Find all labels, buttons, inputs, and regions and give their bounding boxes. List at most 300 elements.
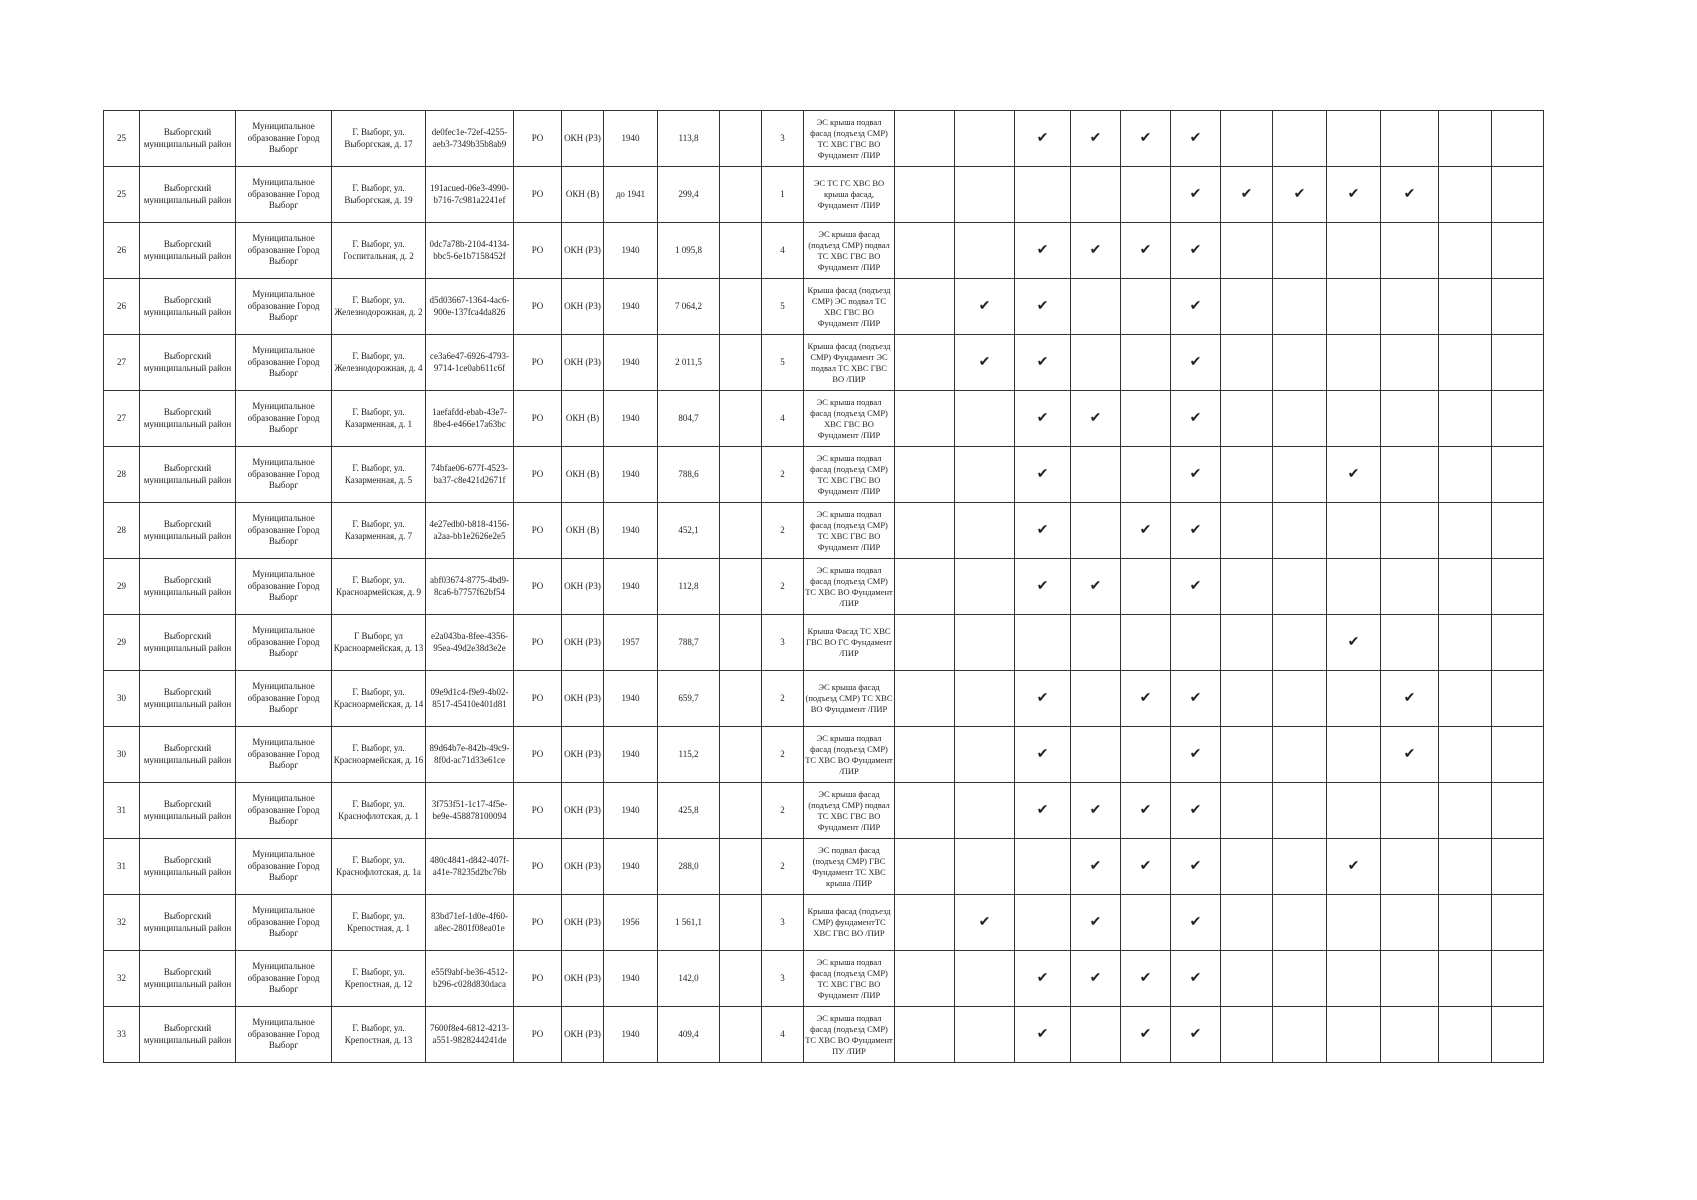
house-guid-cell: 09e9d1c4-f9e9-4b02-8517-45410e401d81 bbox=[426, 671, 514, 727]
work-check-cell bbox=[955, 167, 1015, 223]
municipality-cell: Муниципальное образование Город Выборг bbox=[236, 895, 332, 951]
work-check-cell bbox=[1439, 335, 1492, 391]
work-check-cell bbox=[1273, 167, 1327, 223]
work-check-cell bbox=[1273, 671, 1327, 727]
work-check-cell bbox=[1171, 783, 1221, 839]
house-guid-cell: 7600f8e4-6812-4213-a551-9828244241de bbox=[426, 1007, 514, 1063]
work-check-cell bbox=[1273, 391, 1327, 447]
heritage-status-cell: ОКН (РЗ) bbox=[562, 895, 604, 951]
work-check-cell bbox=[1171, 335, 1221, 391]
check-mark-icon: ✔ bbox=[1189, 522, 1202, 538]
work-check-cell bbox=[1071, 167, 1121, 223]
municipality-cell: Муниципальное образование Город Выборг bbox=[236, 783, 332, 839]
empty-cell bbox=[895, 951, 955, 1007]
work-check-cell bbox=[1015, 111, 1071, 167]
work-check-cell bbox=[1171, 223, 1221, 279]
work-check-cell bbox=[1221, 615, 1273, 671]
district-cell: Выборгский муниципальный район bbox=[140, 503, 236, 559]
work-check-cell bbox=[1492, 895, 1544, 951]
work-check-cell bbox=[1121, 223, 1171, 279]
work-check-cell bbox=[1121, 111, 1171, 167]
fund-type-cell: РО bbox=[514, 559, 562, 615]
empty-cell bbox=[720, 335, 762, 391]
table-row bbox=[104, 671, 1592, 727]
work-check-cell bbox=[1273, 111, 1327, 167]
work-check-cell bbox=[1221, 167, 1273, 223]
work-check-cell bbox=[1071, 447, 1121, 503]
work-check-cell bbox=[955, 727, 1015, 783]
check-mark-icon: ✔ bbox=[1347, 466, 1360, 482]
build-year-cell: 1940 bbox=[604, 1007, 658, 1063]
house-guid-cell: 89d64b7e-842b-49c9-8f0d-ac71d33e61ce bbox=[426, 727, 514, 783]
heritage-status-cell: ОКН (РЗ) bbox=[562, 951, 604, 1007]
table-row bbox=[104, 223, 1592, 279]
work-check-cell bbox=[1221, 335, 1273, 391]
house-guid-cell: 1aefafdd-ebab-43e7-8be4-e466e17a63bc bbox=[426, 391, 514, 447]
table-row bbox=[104, 783, 1592, 839]
fund-type-cell: РО bbox=[514, 503, 562, 559]
empty-cell bbox=[895, 167, 955, 223]
work-check-cell bbox=[1381, 895, 1439, 951]
work-check-cell bbox=[1015, 727, 1071, 783]
work-check-cell bbox=[1071, 111, 1121, 167]
house-guid-cell: 74bfae06-677f-4523-ba37-c8e421d2671f bbox=[426, 447, 514, 503]
table-row bbox=[104, 727, 1592, 783]
work-check-cell bbox=[1439, 167, 1492, 223]
table-row bbox=[104, 167, 1592, 223]
area-cell: 2 011,5 bbox=[658, 335, 720, 391]
work-check-cell bbox=[1492, 783, 1544, 839]
build-year-cell: до 1941 bbox=[604, 167, 658, 223]
work-check-cell bbox=[1439, 951, 1492, 1007]
check-mark-icon: ✔ bbox=[1189, 466, 1202, 482]
works-list-cell: ЭС крыша подвал фасад (подъезд СМР) ТС ХВС ГВС ВО Фундамент /ПИР bbox=[804, 111, 895, 167]
work-check-cell bbox=[1273, 1007, 1327, 1063]
build-year-cell: 1940 bbox=[604, 839, 658, 895]
address-cell: Г. Выборг, ул. Красноармейская, д. 16 bbox=[332, 727, 426, 783]
work-check-cell bbox=[1121, 167, 1171, 223]
empty-cell bbox=[895, 1007, 955, 1063]
fund-type-cell: РО bbox=[514, 671, 562, 727]
check-mark-icon: ✔ bbox=[1189, 690, 1202, 706]
work-check-cell bbox=[1121, 615, 1171, 671]
work-check-cell bbox=[1015, 615, 1071, 671]
area-cell: 299,4 bbox=[658, 167, 720, 223]
work-check-cell bbox=[1273, 559, 1327, 615]
work-check-cell bbox=[1381, 671, 1439, 727]
work-check-cell bbox=[1439, 391, 1492, 447]
row-number-cell: 29 bbox=[104, 615, 140, 671]
work-check-cell bbox=[1171, 391, 1221, 447]
check-mark-icon: ✔ bbox=[1036, 298, 1049, 314]
work-check-cell bbox=[1221, 111, 1273, 167]
work-check-cell bbox=[1071, 1007, 1121, 1063]
empty-cell bbox=[720, 615, 762, 671]
empty-cell bbox=[895, 895, 955, 951]
heritage-status-cell: ОКН (РЗ) bbox=[562, 615, 604, 671]
district-cell: Выборгский муниципальный район bbox=[140, 727, 236, 783]
table-row bbox=[104, 503, 1592, 559]
check-mark-icon: ✔ bbox=[1036, 746, 1049, 762]
fund-type-cell: РО bbox=[514, 391, 562, 447]
house-guid-cell: abf03674-8775-4bd9-8ca6-b7757f62bf54 bbox=[426, 559, 514, 615]
address-cell: Г. Выборг, ул. Железнодорожная, д. 4 bbox=[332, 335, 426, 391]
address-cell: Г. Выборг, ул. Выборгская, д. 19 bbox=[332, 167, 426, 223]
work-check-cell bbox=[1439, 895, 1492, 951]
works-list-cell: ЭС крыша подвал фасад (подъезд СМР) ХВС ГВС ВО Фундамент /ПИР bbox=[804, 391, 895, 447]
work-check-cell bbox=[1015, 167, 1071, 223]
work-check-cell bbox=[1439, 447, 1492, 503]
floors-cell: 4 bbox=[762, 1007, 804, 1063]
row-number-cell: 31 bbox=[104, 783, 140, 839]
work-check-cell bbox=[1121, 839, 1171, 895]
area-cell: 452,1 bbox=[658, 503, 720, 559]
work-check-cell bbox=[1492, 671, 1544, 727]
house-guid-cell: 83bd71ef-1d0e-4f60-a8ec-2801f08ea01e bbox=[426, 895, 514, 951]
empty-cell bbox=[895, 783, 955, 839]
work-check-cell bbox=[1071, 783, 1121, 839]
check-mark-icon: ✔ bbox=[978, 914, 991, 930]
work-check-cell bbox=[955, 335, 1015, 391]
check-mark-icon: ✔ bbox=[1089, 410, 1102, 426]
empty-cell bbox=[895, 503, 955, 559]
district-cell: Выборгский муниципальный район bbox=[140, 335, 236, 391]
work-check-cell bbox=[1071, 279, 1121, 335]
empty-cell bbox=[720, 391, 762, 447]
address-cell: Г Выборг, ул Красноармейская, д. 13 bbox=[332, 615, 426, 671]
work-check-cell bbox=[1015, 783, 1071, 839]
heritage-status-cell: ОКН (РЗ) bbox=[562, 1007, 604, 1063]
heritage-status-cell: ОКН (В) bbox=[562, 167, 604, 223]
heritage-status-cell: ОКН (РЗ) bbox=[562, 671, 604, 727]
check-mark-icon: ✔ bbox=[1403, 690, 1416, 706]
table-row bbox=[104, 951, 1592, 1007]
work-check-cell bbox=[1273, 895, 1327, 951]
build-year-cell: 1956 bbox=[604, 895, 658, 951]
district-cell: Выборгский муниципальный район bbox=[140, 839, 236, 895]
row-number-cell: 26 bbox=[104, 223, 140, 279]
floors-cell: 2 bbox=[762, 671, 804, 727]
check-mark-icon: ✔ bbox=[1036, 522, 1049, 538]
empty-cell bbox=[895, 727, 955, 783]
work-check-cell bbox=[1071, 335, 1121, 391]
address-cell: Г. Выборг, ул. Крепостная, д. 1 bbox=[332, 895, 426, 951]
work-check-cell bbox=[1015, 839, 1071, 895]
work-check-cell bbox=[1492, 223, 1544, 279]
row-number-cell: 28 bbox=[104, 503, 140, 559]
check-mark-icon: ✔ bbox=[1189, 746, 1202, 762]
empty-cell bbox=[720, 839, 762, 895]
work-check-cell bbox=[1327, 727, 1381, 783]
build-year-cell: 1940 bbox=[604, 391, 658, 447]
work-check-cell bbox=[1327, 615, 1381, 671]
house-guid-cell: ce3a6e47-6926-4793-9714-1ce0ab611c6f bbox=[426, 335, 514, 391]
area-cell: 142,0 bbox=[658, 951, 720, 1007]
municipality-cell: Муниципальное образование Город Выборг bbox=[236, 615, 332, 671]
work-check-cell bbox=[1492, 391, 1544, 447]
fund-type-cell: РО bbox=[514, 279, 562, 335]
check-mark-icon: ✔ bbox=[978, 298, 991, 314]
work-check-cell bbox=[1381, 111, 1439, 167]
check-mark-icon: ✔ bbox=[1036, 1026, 1049, 1042]
work-check-cell bbox=[1221, 447, 1273, 503]
check-mark-icon: ✔ bbox=[1036, 970, 1049, 986]
work-check-cell bbox=[1221, 559, 1273, 615]
table-row bbox=[104, 391, 1592, 447]
empty-cell bbox=[720, 895, 762, 951]
heritage-status-cell: ОКН (РЗ) bbox=[562, 839, 604, 895]
build-year-cell: 1940 bbox=[604, 727, 658, 783]
address-cell: Г. Выборг, ул. Крепостная, д. 12 bbox=[332, 951, 426, 1007]
work-check-cell bbox=[1381, 559, 1439, 615]
work-check-cell bbox=[1381, 447, 1439, 503]
work-check-cell bbox=[1221, 839, 1273, 895]
work-check-cell bbox=[1381, 783, 1439, 839]
fund-type-cell: РО bbox=[514, 1007, 562, 1063]
area-cell: 425,8 bbox=[658, 783, 720, 839]
work-check-cell bbox=[1492, 503, 1544, 559]
floors-cell: 3 bbox=[762, 895, 804, 951]
fund-type-cell: РО bbox=[514, 223, 562, 279]
district-cell: Выборгский муниципальный район bbox=[140, 167, 236, 223]
check-mark-icon: ✔ bbox=[1089, 130, 1102, 146]
address-cell: Г. Выборг, ул. Казарменная, д. 7 bbox=[332, 503, 426, 559]
works-list-cell: ЭС крыша подвал фасад (подъезд СМР) ТС ХВС ВО Фундамент /ПИР bbox=[804, 727, 895, 783]
area-cell: 113,8 bbox=[658, 111, 720, 167]
check-mark-icon: ✔ bbox=[1139, 130, 1152, 146]
address-cell: Г. Выборг, ул. Железнодорожная, д. 2 bbox=[332, 279, 426, 335]
empty-cell bbox=[895, 839, 955, 895]
work-check-cell bbox=[1439, 727, 1492, 783]
work-check-cell bbox=[1273, 279, 1327, 335]
work-check-cell bbox=[1273, 839, 1327, 895]
row-number-cell: 33 bbox=[104, 1007, 140, 1063]
work-check-cell bbox=[1071, 615, 1121, 671]
work-check-cell bbox=[1171, 1007, 1221, 1063]
work-check-cell bbox=[1171, 839, 1221, 895]
build-year-cell: 1940 bbox=[604, 111, 658, 167]
build-year-cell: 1957 bbox=[604, 615, 658, 671]
row-number-cell: 26 bbox=[104, 279, 140, 335]
municipality-cell: Муниципальное образование Город Выборг bbox=[236, 167, 332, 223]
work-check-cell bbox=[1439, 111, 1492, 167]
check-mark-icon: ✔ bbox=[1036, 130, 1049, 146]
empty-cell bbox=[895, 111, 955, 167]
check-mark-icon: ✔ bbox=[1189, 186, 1202, 202]
work-check-cell bbox=[1327, 559, 1381, 615]
district-cell: Выборгский муниципальный район bbox=[140, 895, 236, 951]
build-year-cell: 1940 bbox=[604, 223, 658, 279]
work-check-cell bbox=[1273, 503, 1327, 559]
work-check-cell bbox=[1221, 951, 1273, 1007]
table-row bbox=[104, 111, 1592, 167]
work-check-cell bbox=[1327, 951, 1381, 1007]
works-list-cell: ЭС крыша подвал фасад (подъезд СМР) ТС ХВС ВО Фундамент ПУ /ПИР bbox=[804, 1007, 895, 1063]
district-cell: Выборгский муниципальный район bbox=[140, 559, 236, 615]
work-check-cell bbox=[1381, 1007, 1439, 1063]
house-guid-cell: d5d03667-1364-4ac6-900e-137fca4da826 bbox=[426, 279, 514, 335]
work-check-cell bbox=[1327, 447, 1381, 503]
floors-cell: 5 bbox=[762, 279, 804, 335]
works-list-cell: ЭС крыша фасад (подъезд СМР) ТС ХВС ВО Фундамент /ПИР bbox=[804, 671, 895, 727]
work-check-cell bbox=[1327, 895, 1381, 951]
floors-cell: 3 bbox=[762, 111, 804, 167]
empty-cell bbox=[720, 951, 762, 1007]
row-number-cell: 25 bbox=[104, 111, 140, 167]
area-cell: 788,6 bbox=[658, 447, 720, 503]
check-mark-icon: ✔ bbox=[1189, 1026, 1202, 1042]
work-check-cell bbox=[955, 1007, 1015, 1063]
work-check-cell bbox=[1071, 951, 1121, 1007]
empty-cell bbox=[895, 335, 955, 391]
work-check-cell bbox=[1121, 727, 1171, 783]
empty-cell bbox=[720, 671, 762, 727]
check-mark-icon: ✔ bbox=[1036, 578, 1049, 594]
work-check-cell bbox=[1381, 223, 1439, 279]
work-check-cell bbox=[1327, 839, 1381, 895]
work-check-cell bbox=[1273, 727, 1327, 783]
work-check-cell bbox=[1492, 335, 1544, 391]
empty-cell bbox=[895, 279, 955, 335]
fund-type-cell: РО bbox=[514, 727, 562, 783]
work-check-cell bbox=[1492, 111, 1544, 167]
table-body bbox=[104, 111, 1592, 1063]
district-cell: Выборгский муниципальный район bbox=[140, 279, 236, 335]
work-check-cell bbox=[1273, 783, 1327, 839]
empty-cell bbox=[720, 167, 762, 223]
address-cell: Г. Выборг, ул. Крепостная, д. 13 bbox=[332, 1007, 426, 1063]
check-mark-icon: ✔ bbox=[1347, 634, 1360, 650]
municipality-cell: Муниципальное образование Город Выборг bbox=[236, 335, 332, 391]
work-check-cell bbox=[1015, 1007, 1071, 1063]
heritage-status-cell: ОКН (РЗ) bbox=[562, 559, 604, 615]
municipality-cell: Муниципальное образование Город Выборг bbox=[236, 671, 332, 727]
fund-type-cell: РО bbox=[514, 951, 562, 1007]
floors-cell: 2 bbox=[762, 839, 804, 895]
check-mark-icon: ✔ bbox=[1036, 466, 1049, 482]
work-check-cell bbox=[955, 391, 1015, 447]
work-check-cell bbox=[1492, 615, 1544, 671]
row-number-cell: 27 bbox=[104, 391, 140, 447]
table-row bbox=[104, 1007, 1592, 1063]
municipality-cell: Муниципальное образование Город Выборг bbox=[236, 727, 332, 783]
works-list-cell: ЭС крыша подвал фасад (подъезд СМР) ТС ХВС ГВС ВО Фундамент /ПИР bbox=[804, 447, 895, 503]
heritage-status-cell: ОКН (РЗ) bbox=[562, 335, 604, 391]
empty-cell bbox=[720, 111, 762, 167]
work-check-cell bbox=[1381, 335, 1439, 391]
work-check-cell bbox=[1327, 335, 1381, 391]
table-row bbox=[104, 335, 1592, 391]
check-mark-icon: ✔ bbox=[1189, 578, 1202, 594]
check-mark-icon: ✔ bbox=[1139, 858, 1152, 874]
work-check-cell bbox=[1327, 223, 1381, 279]
work-check-cell bbox=[1015, 895, 1071, 951]
house-guid-cell: 480c4841-d842-407f-a41e-78235d2bc76b bbox=[426, 839, 514, 895]
house-guid-cell: e55f9abf-be36-4512-b296-c028d830daca bbox=[426, 951, 514, 1007]
table-row bbox=[104, 839, 1592, 895]
address-cell: Г. Выборг, ул. Красноармейская, д. 9 bbox=[332, 559, 426, 615]
area-cell: 1 095,8 bbox=[658, 223, 720, 279]
empty-cell bbox=[720, 559, 762, 615]
check-mark-icon: ✔ bbox=[1189, 802, 1202, 818]
municipality-cell: Муниципальное образование Город Выборг bbox=[236, 391, 332, 447]
work-check-cell bbox=[1015, 391, 1071, 447]
work-check-cell bbox=[955, 559, 1015, 615]
floors-cell: 2 bbox=[762, 503, 804, 559]
table-row bbox=[104, 559, 1592, 615]
work-check-cell bbox=[955, 839, 1015, 895]
work-check-cell bbox=[1015, 671, 1071, 727]
check-mark-icon: ✔ bbox=[1189, 298, 1202, 314]
work-check-cell bbox=[955, 223, 1015, 279]
house-guid-cell: 3f753f51-1c17-4f5e-be9e-458878100094 bbox=[426, 783, 514, 839]
table-row bbox=[104, 279, 1592, 335]
work-check-cell bbox=[1327, 1007, 1381, 1063]
check-mark-icon: ✔ bbox=[1139, 690, 1152, 706]
area-cell: 409,4 bbox=[658, 1007, 720, 1063]
work-check-cell bbox=[1492, 447, 1544, 503]
check-mark-icon: ✔ bbox=[1403, 746, 1416, 762]
empty-cell bbox=[895, 671, 955, 727]
fund-type-cell: РО bbox=[514, 895, 562, 951]
work-check-cell bbox=[1273, 951, 1327, 1007]
municipality-cell: Муниципальное образование Город Выборг bbox=[236, 839, 332, 895]
row-number-cell: 30 bbox=[104, 671, 140, 727]
check-mark-icon: ✔ bbox=[1089, 970, 1102, 986]
area-cell: 788,7 bbox=[658, 615, 720, 671]
floors-cell: 4 bbox=[762, 223, 804, 279]
check-mark-icon: ✔ bbox=[1036, 354, 1049, 370]
address-cell: Г. Выборг, ул. Казарменная, д. 1 bbox=[332, 391, 426, 447]
work-check-cell bbox=[1121, 447, 1171, 503]
check-mark-icon: ✔ bbox=[1139, 242, 1152, 258]
heritage-status-cell: ОКН (В) bbox=[562, 391, 604, 447]
empty-cell bbox=[720, 223, 762, 279]
area-cell: 112,8 bbox=[658, 559, 720, 615]
build-year-cell: 1940 bbox=[604, 503, 658, 559]
check-mark-icon: ✔ bbox=[1089, 242, 1102, 258]
works-list-cell: ЭС крыша подвал фасад (подъезд СМР) ТС ХВС ВО Фундамент /ПИР bbox=[804, 559, 895, 615]
work-check-cell bbox=[1071, 895, 1121, 951]
area-cell: 288,0 bbox=[658, 839, 720, 895]
work-check-cell bbox=[1381, 279, 1439, 335]
check-mark-icon: ✔ bbox=[1347, 858, 1360, 874]
municipality-cell: Муниципальное образование Город Выборг bbox=[236, 111, 332, 167]
build-year-cell: 1940 bbox=[604, 783, 658, 839]
works-list-cell: ЭС крыша фасад (подъезд СМР) подвал ТС ХВС ГВС ВО Фундамент /ПИР bbox=[804, 783, 895, 839]
work-check-cell bbox=[955, 111, 1015, 167]
work-check-cell bbox=[1439, 223, 1492, 279]
empty-cell bbox=[895, 559, 955, 615]
row-number-cell: 32 bbox=[104, 895, 140, 951]
check-mark-icon: ✔ bbox=[1189, 354, 1202, 370]
work-check-cell bbox=[1221, 223, 1273, 279]
work-check-cell bbox=[1492, 167, 1544, 223]
work-check-cell bbox=[1492, 1007, 1544, 1063]
table-row bbox=[104, 895, 1592, 951]
works-list-cell: Крыша фасад (подъезд СМР) фундаментТС ХВС ГВС ВО /ПИР bbox=[804, 895, 895, 951]
row-number-cell: 31 bbox=[104, 839, 140, 895]
fund-type-cell: РО bbox=[514, 615, 562, 671]
floors-cell: 2 bbox=[762, 559, 804, 615]
work-check-cell bbox=[1121, 951, 1171, 1007]
floors-cell: 1 bbox=[762, 167, 804, 223]
address-cell: Г. Выборг, ул. Краснофлотская, д. 1а bbox=[332, 839, 426, 895]
check-mark-icon: ✔ bbox=[1189, 970, 1202, 986]
heritage-status-cell: ОКН (РЗ) bbox=[562, 783, 604, 839]
district-cell: Выборгский муниципальный район bbox=[140, 615, 236, 671]
row-number-cell: 30 bbox=[104, 727, 140, 783]
